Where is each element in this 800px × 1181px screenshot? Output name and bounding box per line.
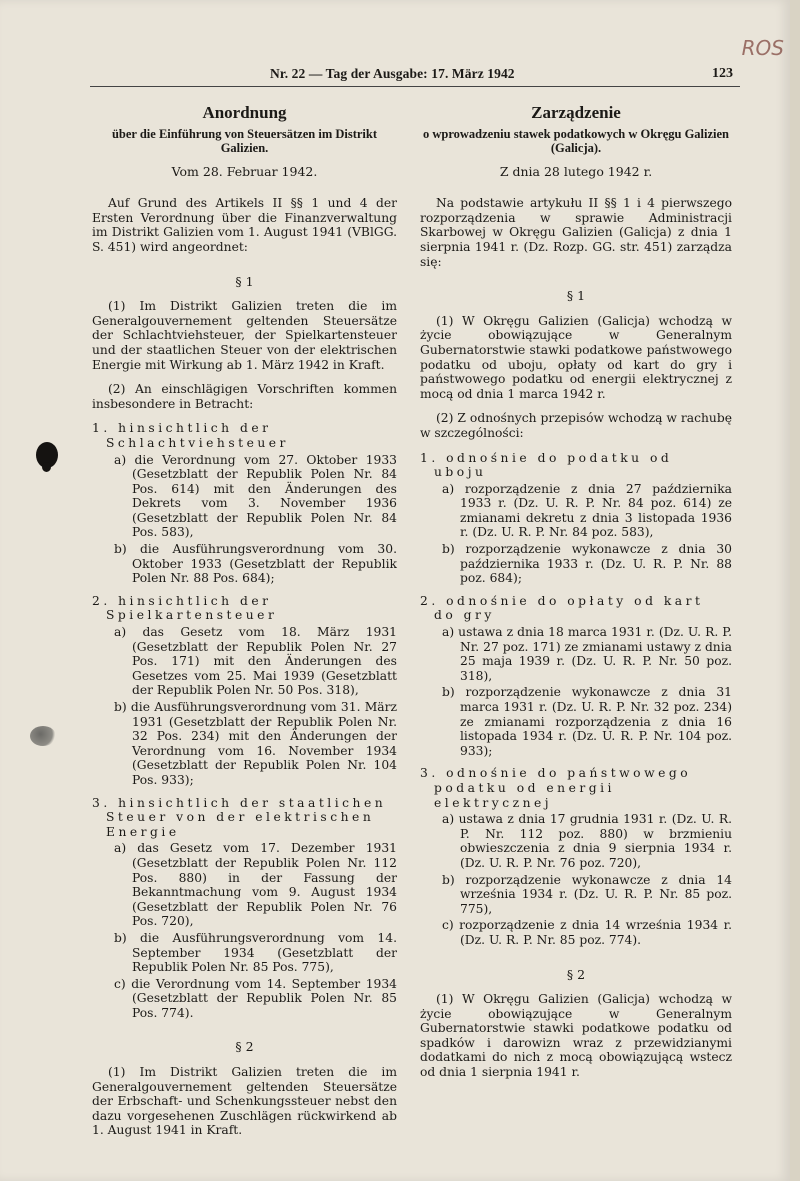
- issue-line: Nr. 22 — Tag der Ausgabe: 17. März 1942: [270, 66, 515, 81]
- polish-item-1: [420, 451, 732, 586]
- polish-title: Zarządzenie: [531, 103, 621, 122]
- german-item-3b: b) die Ausführungsverordnung vom 14. September 1934 (Gesetzblatt der Republik Polen Nr. 85 Pos. 775),: [114, 930, 397, 975]
- german-item-1: [92, 421, 397, 586]
- pencil-annotation: ROS: [741, 36, 784, 60]
- polish-s1-p1: (1) W Okręgu Galizien (Galicja) wchodzą w życie obowiązujące w Generalnym Gubernatorstwie stawki podatkowe państwowego podatku od uboju, opłaty od kart do gry i państwowego podatku od energii elektrycznej z mocą od dnia 1 marca 1942 r.: [420, 313, 732, 401]
- german-subtitle: über die Einführung von Steuersätzen im Distrikt Galizien.: [111, 126, 378, 155]
- polish-subtitle: o wprowadzeniu stawek podatkowych w Okręgu Galizien (Galicja).: [422, 126, 730, 155]
- german-item-3c: c) die Verordnung vom 14. September 1934 (Gesetzblatt der Republik Polen Nr. 85 Pos. 774).: [114, 976, 397, 1020]
- german-item-2b: b) die Ausführungsverordnung vom 31. März 1931 (Gesetzblatt der Republik Polen Nr. 32 Pos. 234) mit den Änderungen der Verordnung vom 16. November 1934 (Gesetzblatt der Republik Polen Nr. 104 Pos. 933);: [114, 700, 397, 787]
- german-item-1a: a) die Verordnung vom 27. Oktober 1933 (Gesetzblatt der Republik Polen Nr. 84 Pos. 614) mit den Änderungen des Dekrets vom 3. November 1936 (Gesetzblatt der Republik Polen Nr. 84 Pos. 583),: [114, 452, 397, 540]
- polish-item-3: [420, 766, 732, 947]
- german-item-3a: a) das Gesetz vom 17. Dezember 1931 (Gesetzblatt der Republik Polen Nr. 112 Pos. 880) in der Fassung der Bekanntmachung vom 9. August 1934 (Gesetzblatt der Republik Polen Nr. 76 Pos. 720),: [114, 841, 397, 929]
- german-item-2a: a) das Gesetz vom 18. März 1931 (Gesetzblatt der Republik Polen Nr. 27 Pos. 171) mit den Änderungen des Gesetzes vom 25. Mai 1939 (Gesetzblatt der Republik Polen Nr. 50 Pos. 318),: [114, 625, 397, 698]
- polish-section-1-sign: § 1: [566, 288, 586, 304]
- ink-blot: [36, 442, 58, 468]
- german-title: Anordnung: [202, 103, 287, 122]
- polish-item-3b: b) rozporządzenie wykonawcze z dnia 14 września 1934 r. (Dz. U. R. P. Nr. 85 poz. 775),: [442, 872, 732, 916]
- paper-stain: [30, 726, 56, 746]
- polish-item-3c: c) rozporządzenie z dnia 14 września 1934 r. (Dz. U. R. P. Nr. 85 poz. 774).: [442, 918, 732, 947]
- german-item-3-head: 3. hinsichtlich der staatlichen Steuer von der elektrischen Energie: [92, 795, 387, 839]
- polish-item-2b: b) rozporządzenie wykonawcze z dnia 31 marca 1931 r. (Dz. U. R. P. Nr. 32 poz. 234) ze zmianami rozporządzenia z dnia 16 listopada 1934 r. (Dz. U. R. P. Nr. 104 poz. 933);: [442, 685, 732, 758]
- german-date: Vom 28. Februar 1942.: [171, 163, 318, 179]
- german-item-2-head: 2. hinsichtlich der Spielkartensteuer: [92, 593, 278, 623]
- polish-item-2: [420, 594, 732, 759]
- german-item-1b: b) die Ausführungsverordnung vom 30. Oktober 1933 (Gesetzblatt der Republik Polen Nr. 88 Pos. 684);: [114, 542, 397, 586]
- german-item-2: [92, 594, 397, 788]
- german-intro: Auf Grund des Artikels II §§ 1 und 4 der Ersten Verordnung über die Finanzverwaltung im Distrikt Galizien vom 1. August 1941 (VBlGG. S. 451) wird angeordnet:: [92, 196, 397, 254]
- page-header: [0, 66, 790, 86]
- polish-item-2a: a) ustawa z dnia 18 marca 1931 r. (Dz. U. R. P. Nr. 27 poz. 171) ze zmianami ustawy z dnia 25 maja 1939 r. (Dz. U. R. P. Nr. 50 poz. 318),: [442, 625, 732, 683]
- polish-s1-p2: (2) Z odnośnych przepisów wchodzą w rachubę w szczególności:: [420, 411, 732, 440]
- polish-column: [420, 103, 732, 1090]
- page-number: 123: [712, 66, 733, 81]
- german-item-3: [92, 796, 397, 1021]
- german-section-1-sign: § 1: [235, 273, 254, 289]
- german-s2-p1: (1) Im Distrikt Galizien treten die im Generalgouvernement geltenden Steuersätze der Erbschaft- und Schenkungssteuer nebst den dazu vorgesehenen Zuschlägen rückwirkend ab 1. August 1941 in Kraft.: [92, 1065, 397, 1138]
- german-item-1-head: 1. hinsichtlich der Schlachtviehsteuer: [92, 421, 289, 450]
- polish-date: Z dnia 28 lutego 1942 r.: [499, 163, 653, 179]
- german-section-2-sign: § 2: [235, 1039, 254, 1055]
- polish-item-2-head: 2. odnośnie do opłaty od kart do gry: [420, 593, 704, 623]
- polish-item-3a: a) ustawa z dnia 17 grudnia 1931 r. (Dz. U. R. P. Nr. 112 poz. 880) w brzmieniu obwieszczenia z dnia 9 sierpnia 1934 r. (Dz. U. R. P. Nr. 76 poz. 720),: [442, 812, 732, 870]
- header-rule: [90, 86, 740, 87]
- polish-item-3-head: 3. odnośnie do państwowego podatku od energii elektrycznej: [420, 766, 692, 810]
- german-s1-p1: (1) Im Distrikt Galizien treten die im Generalgouvernement geltenden Steuersätze der Schlachtviehsteuer, der Spielkartensteuer und der staatlichen Steuer von der elektrischen Energie mit Wirkung ab 1. März 1942 in Kraft.: [92, 299, 397, 372]
- polish-item-1a: a) rozporządzenie z dnia 27 października 1933 r. (Dz. U. R. P. Nr. 84 poz. 614) ze zmianami dekretu z dnia 3 listopada 1936 r. (Dz. U. R. P. Nr. 84 poz. 583),: [442, 481, 732, 540]
- german-column: [92, 103, 397, 1148]
- polish-item-1-head: 1. odnośnie do podatku od uboju: [420, 450, 673, 480]
- polish-section-2-sign: § 2: [566, 966, 586, 982]
- polish-intro: Na podstawie artykułu II §§ 1 i 4 pierwszego rozporządzenia w sprawie Administracji Skarbowej w Okręgu Galizien (Galicja) z dnia 1 sierpnia 1941 r. (Dz. Rozp. GG. str. 451) zarządza się:: [420, 196, 732, 269]
- german-s1-p2: (2) An einschlägigen Vorschriften kommen insbesondere in Betracht:: [92, 382, 397, 411]
- polish-s2-p1: (1) W Okręgu Galizien (Galicja) wchodzą w życie obowiązujące w Generalnym Gubernatorstwie stawki podatkowe podatku od spadków i darowizn wraz z przewidzianymi dodatkami do nich z mocą obowiązującą wstecz od dnia 1 sierpnia 1941 r.: [420, 992, 732, 1080]
- polish-item-1b: b) rozporządzenie wykonawcze z dnia 30 października 1933 r. (Dz. U. R. P. Nr. 88 poz. 684);: [442, 542, 732, 586]
